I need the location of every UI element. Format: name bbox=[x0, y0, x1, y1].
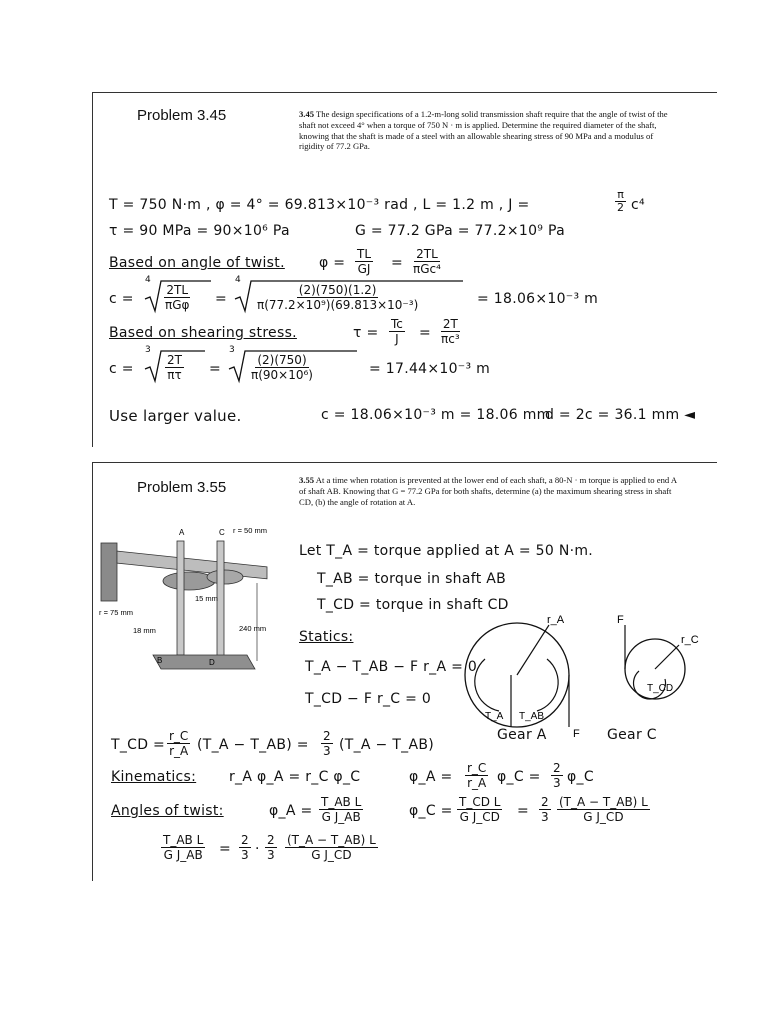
tcd-lhs: T_CD = bbox=[111, 737, 166, 753]
rc-radius bbox=[655, 645, 679, 669]
frac-den: 2 bbox=[617, 201, 624, 214]
statics-eq-2: T_CD − F r_C = 0 bbox=[305, 691, 432, 707]
frac-num: (T_A − T_AB) L bbox=[559, 795, 648, 809]
frac-num: 2T bbox=[442, 317, 458, 331]
label-18mm: 18 mm bbox=[133, 626, 156, 635]
problem-3-55-page bbox=[92, 462, 717, 881]
label-c: C bbox=[219, 528, 225, 537]
frac-num: 2 bbox=[241, 833, 249, 847]
frac-num: TL bbox=[357, 247, 372, 261]
problem-statement bbox=[299, 475, 677, 507]
tcd-l-fraction bbox=[457, 795, 502, 824]
label-f: F bbox=[573, 728, 580, 740]
statement-number: 3.45 bbox=[299, 109, 315, 119]
c1-frac2 bbox=[255, 283, 420, 312]
heading-kinematics: Kinematics: bbox=[111, 769, 197, 785]
frac-den: π(77.2×10⁹)(69.813×10⁻³) bbox=[257, 298, 419, 312]
eq: = bbox=[209, 361, 222, 377]
root-index: 4 bbox=[145, 275, 152, 285]
given-line-1 bbox=[109, 197, 529, 213]
eq: = bbox=[215, 291, 228, 307]
label-r75: r = 75 mm bbox=[99, 608, 133, 617]
frac-num: 2 bbox=[541, 795, 549, 809]
c1-result: = 18.06×10⁻³ m bbox=[477, 291, 599, 307]
use-larger-value: Use larger value. bbox=[109, 407, 242, 425]
rc-ra-fraction-2 bbox=[465, 761, 488, 790]
phi-c-tail: φ_C bbox=[567, 769, 594, 785]
frac-den: G J_CD bbox=[459, 810, 500, 824]
heading-angles-of-twist: Angles of twist: bbox=[111, 803, 224, 819]
c2-result: = 17.44×10⁻³ m bbox=[369, 361, 491, 377]
let-line-2: T_AB = torque in shaft AB bbox=[317, 571, 507, 587]
heading-statics: Statics: bbox=[299, 629, 354, 645]
frac-den: G J_CD bbox=[311, 848, 352, 862]
frac-num: 2TL bbox=[166, 283, 189, 297]
label-240mm: 240 mm bbox=[239, 624, 267, 633]
ta-moment-arrow bbox=[475, 659, 499, 711]
label-tcd: T_CD bbox=[647, 683, 674, 694]
frac-den: r_A bbox=[467, 776, 487, 790]
frac-den: πc³ bbox=[441, 332, 460, 346]
final-two-thirds-b bbox=[265, 833, 277, 862]
statement-number: 3.55 bbox=[299, 475, 315, 485]
two-thirds-fraction bbox=[321, 729, 333, 758]
phi-c-mid: φ_C = bbox=[497, 769, 541, 785]
frac-num: (2)(750)(1.2) bbox=[298, 283, 377, 297]
frac-num: T_AB L bbox=[163, 833, 204, 847]
frac-num: π bbox=[617, 188, 624, 201]
c2-lhs: c = bbox=[109, 361, 134, 377]
frac-num: 2TL bbox=[416, 247, 438, 261]
frac-num: r_C bbox=[467, 761, 487, 775]
ta-tab-l-fraction bbox=[557, 795, 650, 824]
frac-den: G J_AB bbox=[321, 810, 361, 824]
given-line-2b: G = 77.2 GPa = 77.2×10⁹ Pa bbox=[355, 223, 565, 239]
gear-a bbox=[163, 572, 215, 590]
label-b: B bbox=[157, 656, 163, 665]
root-index: 4 bbox=[235, 275, 242, 285]
final-two-thirds-a bbox=[239, 833, 251, 862]
shaft-ab bbox=[177, 541, 184, 655]
gear-a-label: Gear A bbox=[497, 727, 547, 743]
problem-title: Problem 3.45 bbox=[137, 107, 227, 124]
frac-den: GJ bbox=[357, 262, 371, 276]
frac-den: 3 bbox=[323, 744, 331, 758]
label-d: D bbox=[209, 658, 215, 667]
label-f2: F bbox=[617, 614, 624, 626]
frac-den: 3 bbox=[541, 810, 549, 824]
ra-radius bbox=[517, 625, 549, 675]
shaft-cd bbox=[217, 541, 224, 657]
given-text: T = 750 N·m , φ = 4° = 69.813×10⁻³ rad , L = 1.2 m , J = bbox=[109, 197, 530, 213]
problem-statement bbox=[299, 109, 677, 152]
frac-den: πGφ bbox=[165, 298, 190, 312]
gear-c-label: Gear C bbox=[607, 727, 657, 743]
statement-text: At a time when rotation is prevented at the lower end of each shaft, a 80-N · m torque is applied to end A of shaft AB. Knowing that G = 77.2 GPa for both shafts, determine (a) the maximum shearing stress in shaft CD, (b) the angle of rotation at A. bbox=[299, 475, 677, 507]
rc-ra-fraction bbox=[167, 729, 190, 758]
frac-num: r_C bbox=[169, 729, 189, 743]
answer-d: d = 2c = 36.1 mm ◄ bbox=[545, 407, 696, 423]
label-15mm: 15 mm bbox=[195, 594, 218, 603]
tab-moment-arrow bbox=[537, 659, 558, 711]
dot: · bbox=[255, 841, 260, 857]
root-index: 3 bbox=[145, 345, 152, 355]
frac-num: T_AB L bbox=[321, 795, 362, 809]
label-ra: r_A bbox=[547, 614, 565, 626]
c1-lhs: c = bbox=[109, 291, 134, 307]
root-index: 3 bbox=[229, 345, 236, 355]
shaft-gear-figure bbox=[97, 523, 287, 703]
label-r50: r = 50 mm bbox=[233, 526, 267, 535]
tcd-mid: (T_A − T_AB) = bbox=[197, 737, 309, 753]
tc-j-fraction bbox=[389, 317, 405, 346]
kinematics-eq: r_A φ_A = r_C φ_C bbox=[229, 769, 361, 785]
frac-den: 3 bbox=[553, 776, 561, 790]
eq: = bbox=[517, 803, 530, 819]
two-thirds-fraction-3 bbox=[539, 795, 551, 824]
final-rhs-fraction bbox=[285, 833, 378, 862]
phi-label: φ = bbox=[319, 255, 346, 271]
j-tail: c⁴ bbox=[631, 197, 645, 213]
label-rc: r_C bbox=[681, 634, 699, 646]
frac-num: T_CD L bbox=[459, 795, 501, 809]
frac-num: Tc bbox=[391, 317, 403, 331]
frac-den: r_A bbox=[169, 744, 189, 758]
tau-label: τ = bbox=[353, 325, 379, 341]
heading-shearing-stress: Based on shearing stress. bbox=[109, 325, 297, 341]
eq: = bbox=[419, 325, 432, 341]
frac-num: (2)(750) bbox=[257, 353, 307, 367]
gear-c bbox=[207, 570, 243, 584]
tab-l-fraction bbox=[319, 795, 363, 824]
eq: = bbox=[219, 841, 232, 857]
frac-den: J bbox=[395, 332, 399, 346]
label-a: A bbox=[179, 528, 185, 537]
frac-den: G J_CD bbox=[583, 810, 624, 824]
frac-den: G J_AB bbox=[163, 848, 203, 862]
c1-frac1 bbox=[163, 283, 191, 312]
frac-num: 2 bbox=[553, 761, 561, 775]
statement-text: The design specifications of a 1.2-m-long solid transmission shaft require that the angle of twist of the shaft not exceed 4° when a torque of 750 N · m is applied. Determine the required diameter of the shaft, knowing that the shaft is made of a steel with an allowable shearing stress of 90 MPa and a modulus of rigidity of 77.2 GPa. bbox=[299, 109, 668, 152]
use-c: c = 18.06×10⁻³ m = 18.06 mm bbox=[321, 407, 551, 423]
problem-title: Problem 3.55 bbox=[137, 479, 227, 496]
statics-eq-1: T_A − T_AB − F r_A = 0 bbox=[305, 659, 478, 675]
final-lhs-fraction bbox=[161, 833, 205, 862]
j-fraction bbox=[615, 189, 626, 214]
frac-num: 2T bbox=[167, 353, 182, 367]
two-thirds-fraction-2 bbox=[551, 761, 563, 790]
label-ta: T_A bbox=[485, 711, 504, 722]
2t-fraction bbox=[439, 317, 462, 346]
frac-num: (T_A − T_AB) L bbox=[287, 833, 376, 847]
phi-a-twist-lhs: φ_A = bbox=[269, 803, 313, 819]
tcd-tail: (T_A − T_AB) bbox=[339, 737, 435, 753]
label-tab: T_AB bbox=[519, 711, 545, 722]
frac-den: πτ bbox=[167, 368, 182, 382]
c2-frac1 bbox=[165, 353, 184, 382]
frac-den: 3 bbox=[267, 848, 275, 862]
c2-frac2 bbox=[249, 353, 315, 382]
frac-num: 2 bbox=[323, 729, 331, 743]
phi-a-lhs: φ_A = bbox=[409, 769, 453, 785]
frac-den: π(90×10⁶) bbox=[251, 368, 313, 382]
base-plate bbox=[153, 655, 255, 669]
tl-gj-fraction bbox=[355, 247, 373, 276]
problem-3-45-page bbox=[92, 92, 717, 447]
2tl-fraction bbox=[411, 247, 443, 276]
let-line-1: Let T_A = torque applied at A = 50 N·m. bbox=[299, 543, 594, 559]
eq: = bbox=[391, 255, 404, 271]
phi-c-twist-lhs: φ_C = bbox=[409, 803, 453, 819]
frac-den: πGc⁴ bbox=[413, 262, 441, 276]
heading-angle-of-twist: Based on angle of twist. bbox=[109, 255, 285, 271]
frac-den: 3 bbox=[241, 848, 249, 862]
let-line-3: T_CD = torque in shaft CD bbox=[317, 597, 509, 613]
frac-num: 2 bbox=[267, 833, 275, 847]
given-line-2a: τ = 90 MPa = 90×10⁶ Pa bbox=[109, 223, 290, 239]
wall-support bbox=[101, 543, 117, 601]
